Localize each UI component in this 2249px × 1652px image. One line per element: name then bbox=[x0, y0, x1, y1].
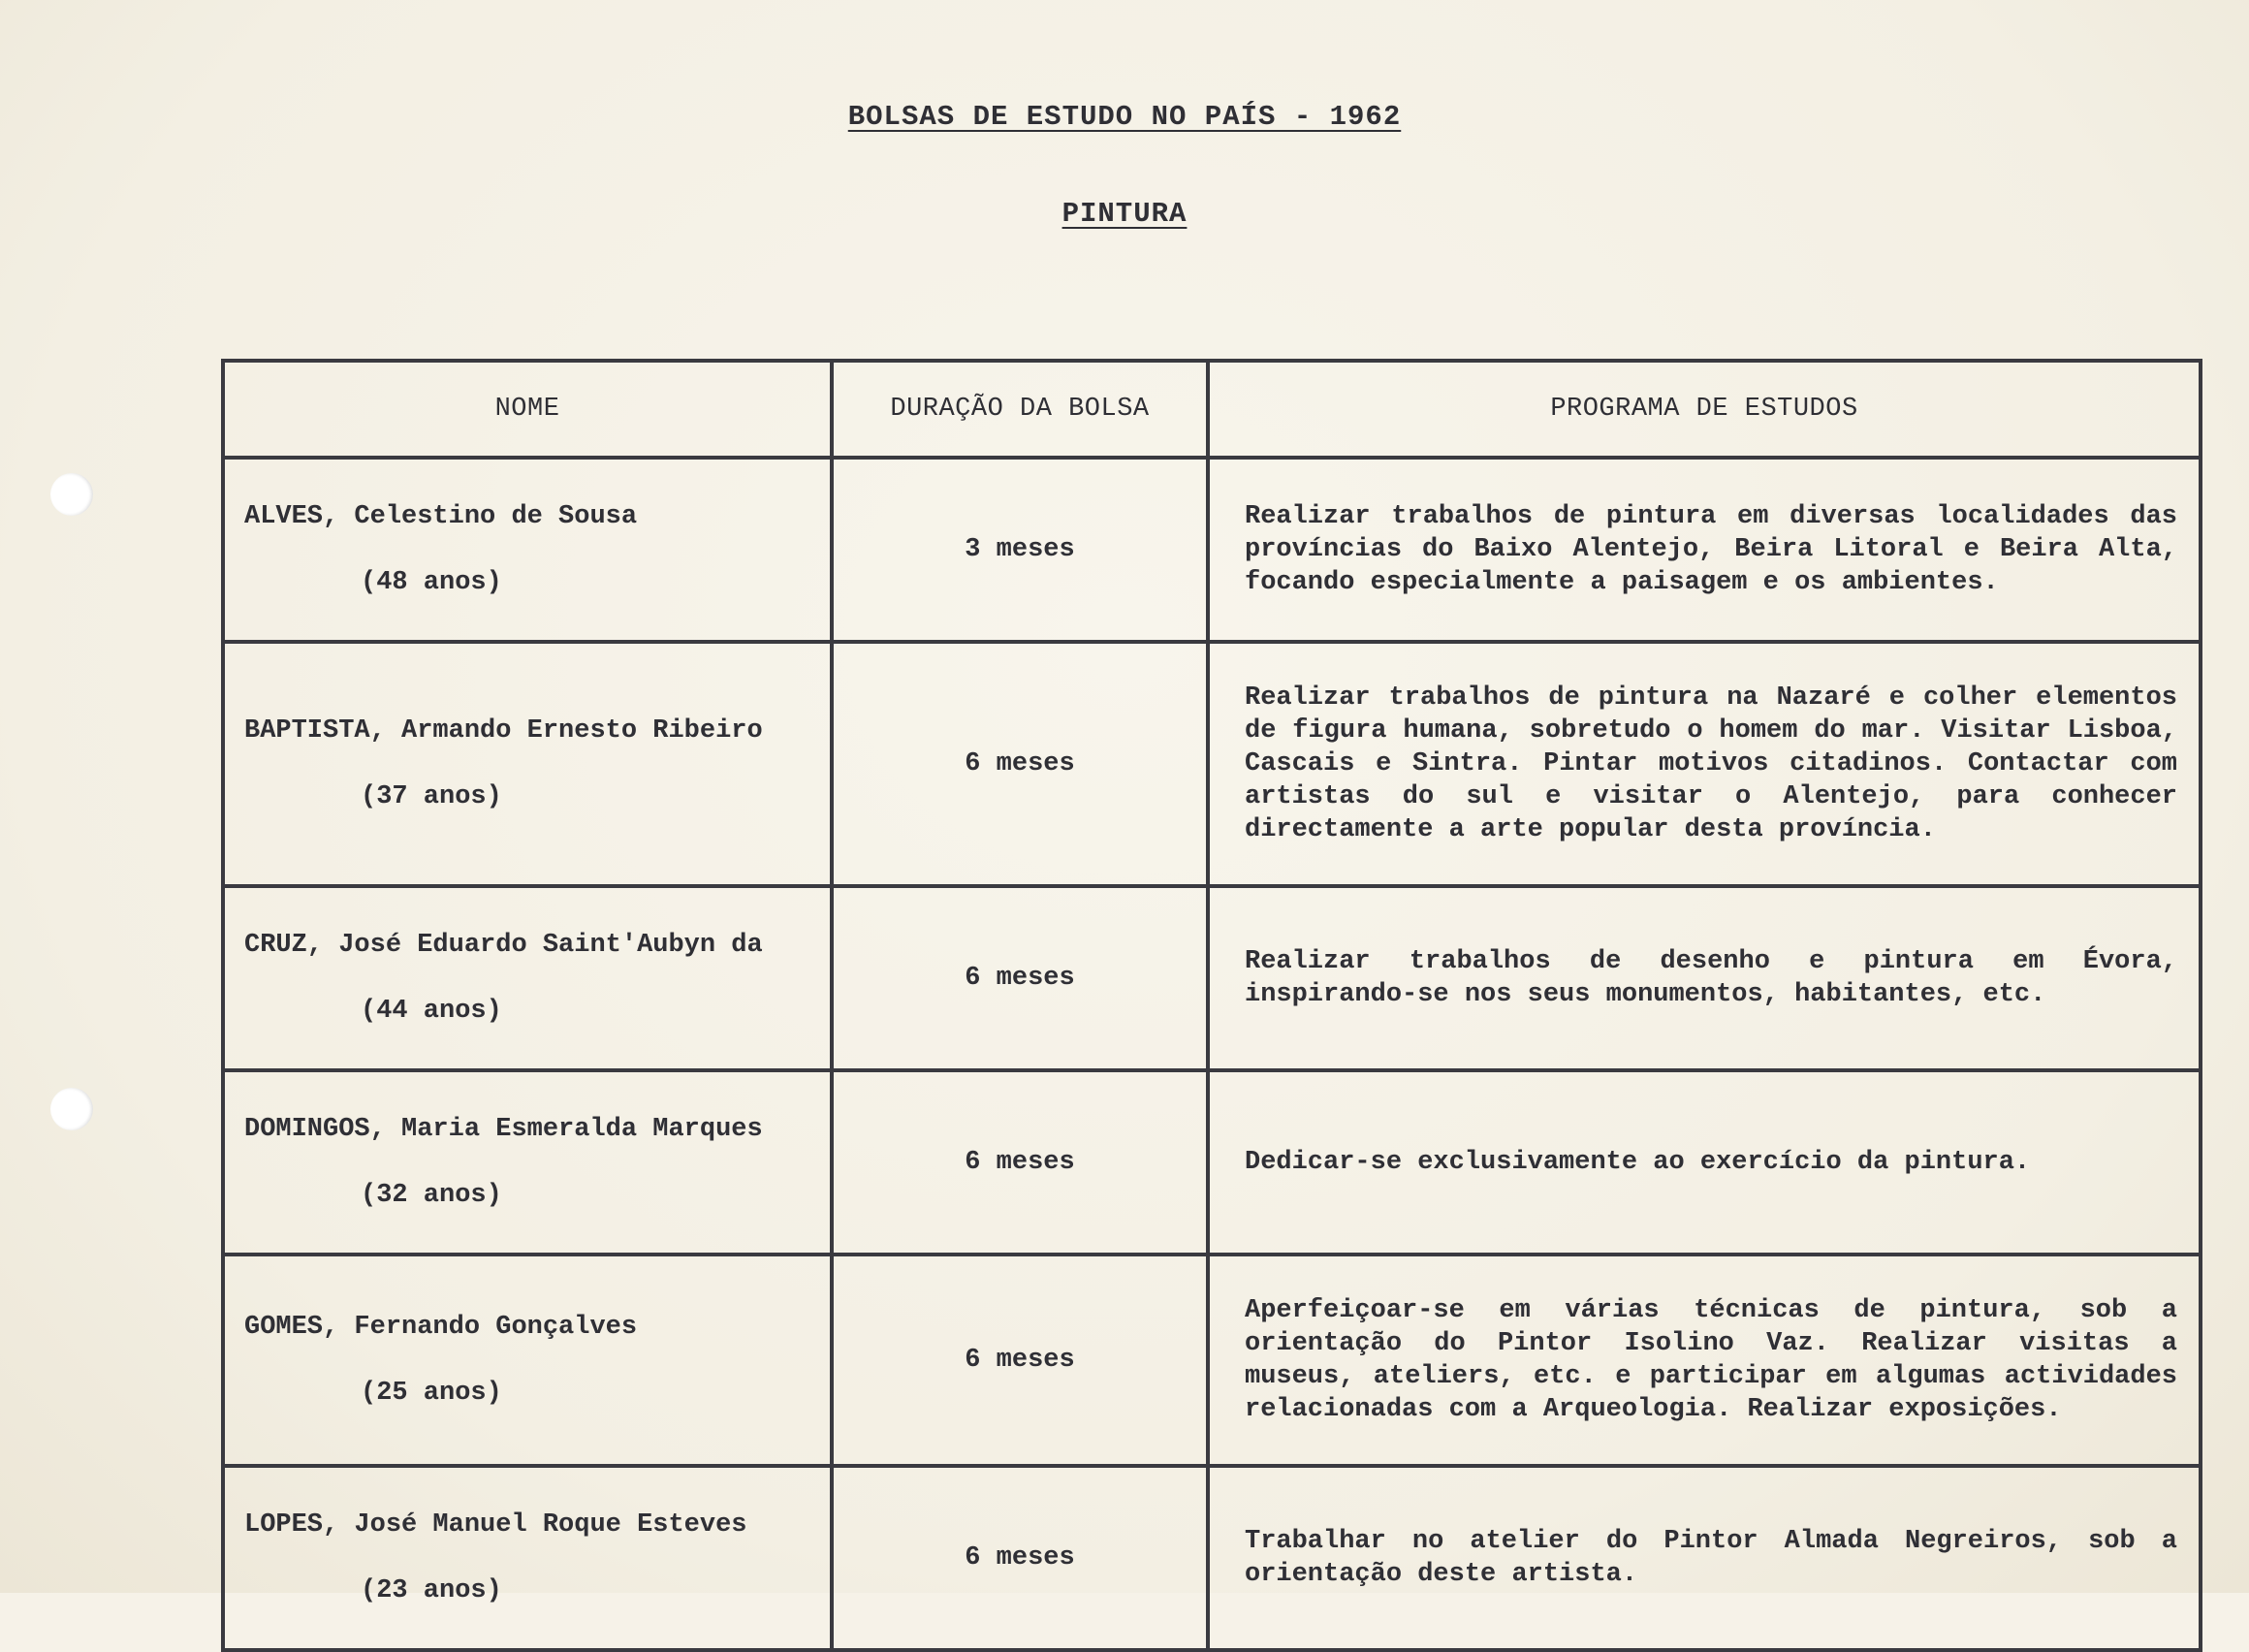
table-row bbox=[223, 1255, 2201, 1466]
grantee-age: (37 anos) bbox=[361, 782, 502, 811]
column-header-nome: NOME bbox=[223, 361, 832, 458]
duration-cell: 6 meses bbox=[832, 886, 1208, 1070]
program-cell: Realizar trabalhos de pintura na Nazaré e colher elementos de figura humana, sobretudo o homem do mar. Visitar Lisboa, Cascais e Sintra. Pintar motivos citadinos. Contactar com artistas do sul e visitar o Alentejo, para conhecer directamente a arte popular desta província. bbox=[1208, 642, 2201, 886]
name-cell bbox=[223, 458, 832, 642]
grants-table bbox=[221, 359, 2202, 1652]
table-row bbox=[223, 886, 2201, 1070]
table-row bbox=[223, 1466, 2201, 1650]
document-title: BOLSAS DE ESTUDO NO PAÍS - 1962 bbox=[847, 101, 1402, 133]
table-row bbox=[223, 642, 2201, 886]
grantee-age: (44 anos) bbox=[361, 997, 502, 1026]
program-cell: Realizar trabalhos de pintura em diversas localidades das províncias do Baixo Alentejo, Beira Litoral e Beira Alta, focando especialmente a paisagem e os ambientes. bbox=[1208, 458, 2201, 642]
duration-cell: 6 meses bbox=[832, 1255, 1208, 1466]
grantee-age: (25 anos) bbox=[361, 1379, 502, 1408]
table-header-row bbox=[223, 361, 2201, 458]
grantee-name: BAPTISTA, Armando Ernesto Ribeiro bbox=[244, 716, 763, 746]
column-header-programa: PROGRAMA DE ESTUDOS bbox=[1208, 361, 2201, 458]
name-cell bbox=[223, 642, 832, 886]
name-cell bbox=[223, 1466, 832, 1650]
grantee-name: ALVES, Celestino de Sousa bbox=[244, 502, 638, 531]
grantee-name: GOMES, Fernando Gonçalves bbox=[244, 1313, 638, 1342]
document-subtitle: PINTURA bbox=[1061, 198, 1188, 230]
name-cell bbox=[223, 1070, 832, 1255]
program-cell: Dedicar-se exclusivamente ao exercício da pintura. bbox=[1208, 1070, 2201, 1255]
name-cell bbox=[223, 886, 832, 1070]
duration-cell: 6 meses bbox=[832, 1070, 1208, 1255]
program-cell: Realizar trabalhos de desenho e pintura em Évora, inspirando-se nos seus monumentos, habitantes, etc. bbox=[1208, 886, 2201, 1070]
name-cell bbox=[223, 1255, 832, 1466]
grantee-name: CRUZ, José Eduardo Saint'Aubyn da bbox=[244, 931, 763, 960]
duration-cell: 6 meses bbox=[832, 1466, 1208, 1650]
grantee-name: DOMINGOS, Maria Esmeralda Marques bbox=[244, 1115, 763, 1144]
table-row bbox=[223, 458, 2201, 642]
grantee-age: (23 anos) bbox=[361, 1576, 502, 1605]
duration-cell: 3 meses bbox=[832, 458, 1208, 642]
program-cell: Trabalhar no atelier do Pintor Almada Negreiros, sob a orientação deste artista. bbox=[1208, 1466, 2201, 1650]
grantee-name: LOPES, José Manuel Roque Esteves bbox=[244, 1510, 747, 1540]
grantee-age: (32 anos) bbox=[361, 1181, 502, 1210]
punch-hole-top bbox=[50, 473, 93, 516]
column-header-duracao: DURAÇÃO DA BOLSA bbox=[832, 361, 1208, 458]
punch-hole-bottom bbox=[50, 1088, 93, 1130]
table-row bbox=[223, 1070, 2201, 1255]
grantee-age: (48 anos) bbox=[361, 568, 502, 597]
duration-cell: 6 meses bbox=[832, 642, 1208, 886]
program-cell: Aperfeiçoar-se em várias técnicas de pintura, sob a orientação do Pintor Isolino Vaz. Realizar visitas a museus, ateliers, etc. e participar em algumas actividades relacionadas com a Arqueologia. Realizar exposições. bbox=[1208, 1255, 2201, 1466]
